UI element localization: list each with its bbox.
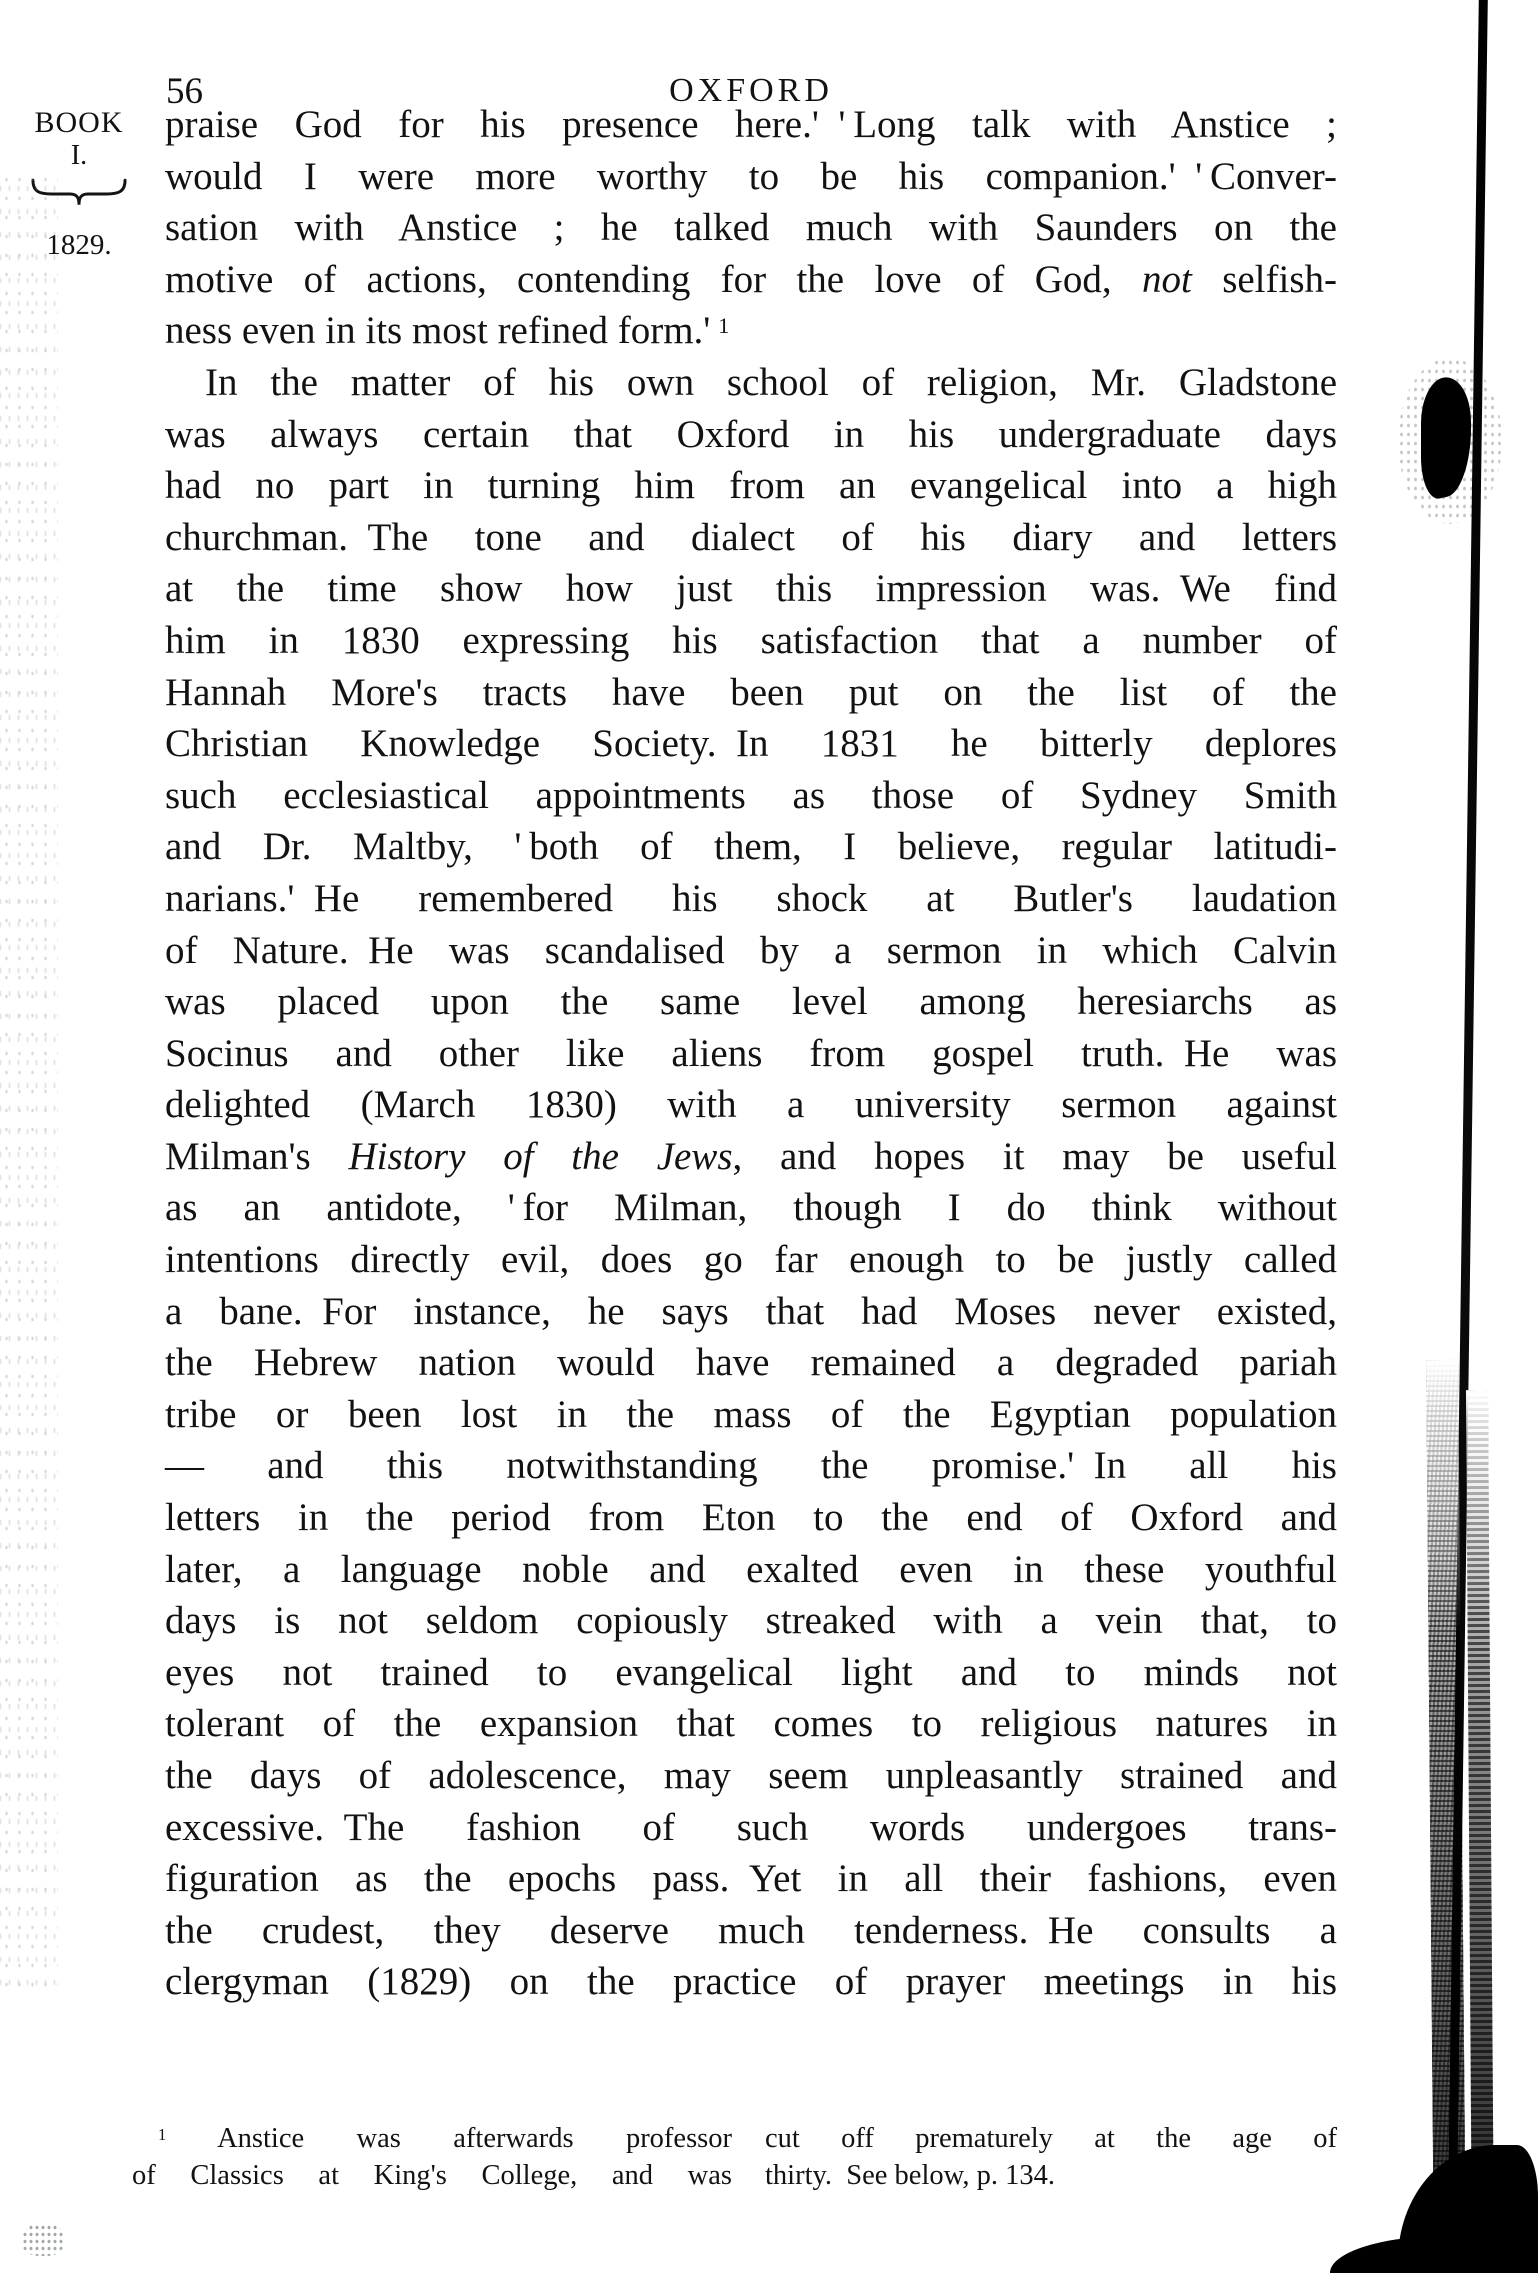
text-line: had no part in turning him from an evangelical into a high: [165, 464, 1337, 508]
text-line: intentions directly evil, does go far enough to be justly called: [165, 1238, 1337, 1282]
text-line: would I were more worthy to be his companion.' ' Conver-: [165, 154, 1337, 198]
text-line: Milman's History of the Jews, and hopes it may be useful: [165, 1134, 1337, 1178]
text-line: figuration as the epochs pass. Yet in all their fashions, even: [165, 1857, 1337, 1901]
book-numeral: I.: [70, 140, 88, 171]
text-line: of Nature. He was scandalised by a sermon in which Calvin: [165, 928, 1337, 972]
text-line: $^1$ Anstice was afterwards professor: [158, 2123, 732, 2154]
text-line: eyes not trained to evangelical light and to minds not: [165, 1650, 1337, 1694]
scan-smudge-bottom-left: [22, 2224, 64, 2256]
text-line: of Classics at King's College, and was: [132, 2160, 732, 2191]
text-line: such ecclesiastical appointments as those of Sydney Smith: [165, 773, 1337, 817]
footnote-col-1: [132, 2120, 732, 2194]
text-line: letters in the period from Eton to the end of Oxford and: [165, 1496, 1337, 1540]
scan-streak-1: [1426, 1360, 1466, 2273]
text-line: Hannah More's tracts have been put on the list of the: [165, 670, 1337, 714]
text-line: narians.' He remembered his shock at Butler's laudation: [165, 876, 1337, 920]
text-line: days is not seldom copiously streaked with a vein that, to: [165, 1599, 1337, 1643]
text-line: Christian Knowledge Society. In 1831 he bitterly deplores: [165, 722, 1337, 766]
text-line: clergyman (1829) on the practice of prayer meetings in his: [165, 1960, 1337, 2004]
text-line: the Hebrew nation would have remained a degraded pariah: [165, 1341, 1337, 1385]
text-line: sation with Anstice ; he talked much with Saunders on the: [165, 206, 1337, 250]
text-line: Socinus and other like aliens from gospel truth. He was: [165, 1031, 1337, 1075]
running-head: OXFORD: [669, 72, 833, 109]
text-line: as an antidote, ' for Milman, though I do think without: [165, 1186, 1337, 1230]
text-line: excessive. The fashion of such words undergoes trans-: [165, 1805, 1337, 1849]
text-line: In the matter of his own school of religion, Mr. Gladstone: [205, 360, 1337, 404]
text-line: delighted (March 1830) with a university sermon against: [165, 1083, 1337, 1127]
text-line: praise God for his presence here.' ' Long talk with Anstice ;: [165, 103, 1337, 146]
book-label: BOOK: [34, 106, 124, 139]
scan-corner-blot-spread: [1330, 2236, 1538, 2273]
text-line: tribe or been lost in the mass of the Egyptian population: [165, 1392, 1337, 1436]
footnote: [132, 2120, 1337, 2194]
text-line: the days of adolescence, may seem unpleasantly strained and: [165, 1754, 1337, 1797]
scan-noise-left-margin: [0, 170, 58, 2000]
scan-streak-band: [1425, 1360, 1515, 2273]
text-line: a bane. For instance, he says that had Moses never existed,: [165, 1289, 1337, 1333]
text-line: at the time show how just this impression was. We find: [165, 567, 1337, 611]
scan-streak-2: [1466, 1390, 1494, 2267]
text-line: cut off prematurely at the age of: [765, 2123, 1337, 2154]
body-text: [165, 99, 1337, 2008]
text-line: was placed upon the same level among heresiarchs as: [165, 980, 1337, 1024]
page-number: 56: [166, 71, 203, 112]
text-line: was always certain that Oxford in his undergraduate days: [165, 412, 1337, 456]
text-line: ness even in its most refined form.' $^1$: [165, 309, 730, 353]
text-line: the crudest, they deserve much tenderness. He consults a: [165, 1908, 1337, 1952]
text-line: and Dr. Maltby, ' both of them, I believe, regular latitudi-: [165, 825, 1337, 869]
text-line: churchman. The tone and dialect of his diary and letters: [165, 515, 1337, 559]
text-line: him in 1830 expressing his satisfaction that a number of: [165, 618, 1337, 662]
text-line: thirty. See below, p. 134.: [765, 2160, 1055, 2191]
text-line: tolerant of the expansion that comes to religious natures in: [165, 1702, 1337, 1746]
year-margin-note: 1829.: [46, 229, 112, 261]
footnote-col-2: [765, 2120, 1337, 2194]
text-line: motive of actions, contending for the love of God, not selfish-: [165, 257, 1338, 301]
text-line: later, a language noble and exalted even in these youthful: [165, 1547, 1337, 1591]
text-line: — and this notwithstanding the promise.' In all his: [165, 1444, 1337, 1488]
